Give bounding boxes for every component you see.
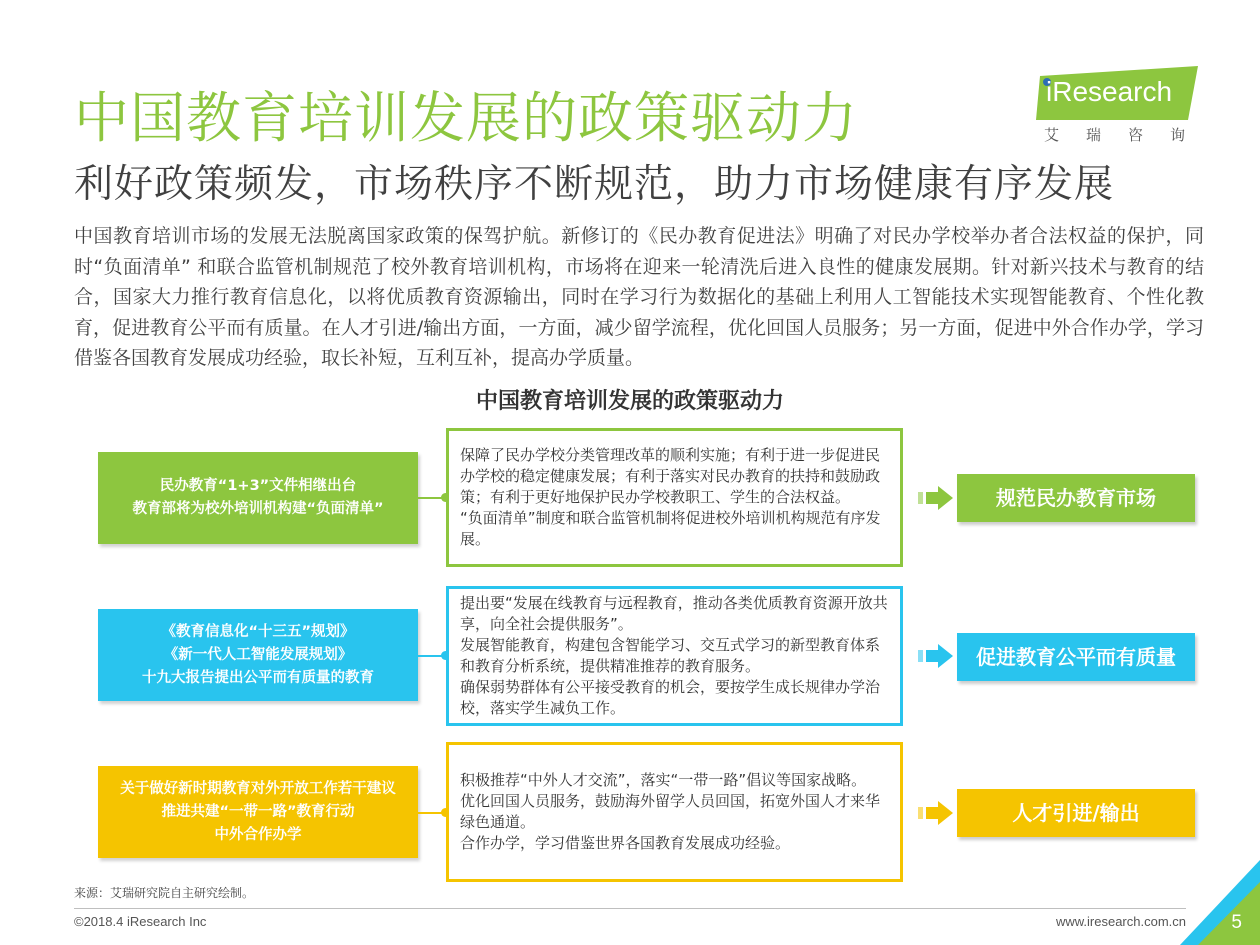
copyright: ©2018.4 iResearch Inc <box>74 914 207 929</box>
detail-text: 保障了民办学校分类管理改革的顺利实施；有利于进一步促进民办学校的稳定健康发展；有利于落实对民办教育的扶持和鼓励政策；有利于更好地保护民办学校教职工、学生的合法权益。 <box>460 446 881 506</box>
detail-box-education-informatization <box>446 586 903 726</box>
page-number: 5 <box>1231 912 1242 933</box>
source-note: 来源：艾瑞研究院自主研究绘制。 <box>74 886 255 900</box>
policy-line: 关于做好新时期教育对外开放工作若干建议 <box>120 780 396 797</box>
detail-text: 确保弱势群体有公平接受教育的机会，要按学生成长规律办学治校，落实学生减负工作。 <box>460 678 881 717</box>
detail-text: 积极推荐“中外人才交流”，落实“一带一路”倡议等国家战略。 <box>460 771 867 789</box>
arrow-right-icon <box>918 643 954 669</box>
policy-line: 《教育信息化“十三五”规划》 <box>161 623 355 640</box>
detail-text: 提出要“发展在线教育与远程教育，推动各类优质教育资源开放共享，向全社会提供服务”。 <box>460 594 888 633</box>
arrow-right-icon <box>918 485 954 511</box>
detail-text: “负面清单”制度和联合监管机制将促进校外培训机构规范有序发展。 <box>460 509 881 548</box>
arrow-right-icon <box>918 800 954 826</box>
iresearch-logo <box>1036 66 1213 146</box>
detail-text: 优化回国人员服务，鼓励海外留学人员回国，拓宽外国人才来华绿色通道。 <box>460 792 881 831</box>
detail-text: 合作办学，学习借鉴世界各国教育发展成功经验。 <box>460 834 791 852</box>
footer-divider <box>74 908 1186 909</box>
diagram-title: 中国教育培训发展的政策驱动力 <box>475 389 784 414</box>
logo-text: iResearch <box>1046 76 1173 107</box>
policy-line: 民办教育“1+3”文件相继出台 <box>159 478 357 494</box>
policy-line: 《新一代人工智能发展规划》 <box>163 646 353 663</box>
detail-text: 发展智能教育，构建包含智能学习、交互式学习的新型教育体系和教育分析系统，提供精准推荐的教育服务。 <box>460 636 881 675</box>
detail-box-opening-up <box>446 742 903 882</box>
policy-box-education-informatization <box>98 609 418 701</box>
website-url: www.iresearch.com.cn <box>1055 914 1186 929</box>
detail-box-private-education <box>446 428 903 567</box>
page-corner-decoration <box>1180 860 1260 945</box>
policy-box-opening-up <box>98 766 418 858</box>
page-subtitle: 利好政策频发，市场秩序不断规范，助力市场健康有序发展 <box>74 162 1115 207</box>
policy-line: 十九大报告提出公平而有质量的教育 <box>142 669 374 686</box>
page-title: 中国教育培训发展的政策驱动力 <box>74 86 859 150</box>
intro-paragraph: 中国教育培训市场的发展无法脱离国家政策的保驾护航。新修订的《民办教育促进法》明确了对民办学校举办者合法权益的保护，同时“负面清单” 和联合监管机制规范了校外教育培训机构，市场将在迎来一轮清洗后进入良性的健康发展期。针对新兴技术与教育的结合，国家大力推行教育信息化，以将优质教育资源输出，同时在学习行为数据化的基础上利用人工智能技术实现智能教育、个性化教育，促进教育公平而有质量。在人才引进/输出方面，一方面，减少留学流程，优化回国人员服务；另一方面，促进中外合作办学，学习借鉴各国教育发展成功经验，取长补短，互利互补，提高办学质量。 <box>74 225 1204 369</box>
logo-subtext: 艾瑞咨询 <box>1044 126 1213 144</box>
policy-box-private-education <box>98 452 418 544</box>
policy-line: 教育部将为校外培训机构建“负面清单” <box>132 501 384 517</box>
outcome-box-equity-quality: 促进教育公平而有质量 <box>957 633 1195 681</box>
outcome-box-regulate-market: 规范民办教育市场 <box>957 474 1195 522</box>
outcome-box-talent-flow: 人才引进/输出 <box>957 789 1195 837</box>
policy-line: 推进共建“一带一路”教育行动 <box>161 803 355 820</box>
policy-line: 中外合作办学 <box>214 826 302 843</box>
